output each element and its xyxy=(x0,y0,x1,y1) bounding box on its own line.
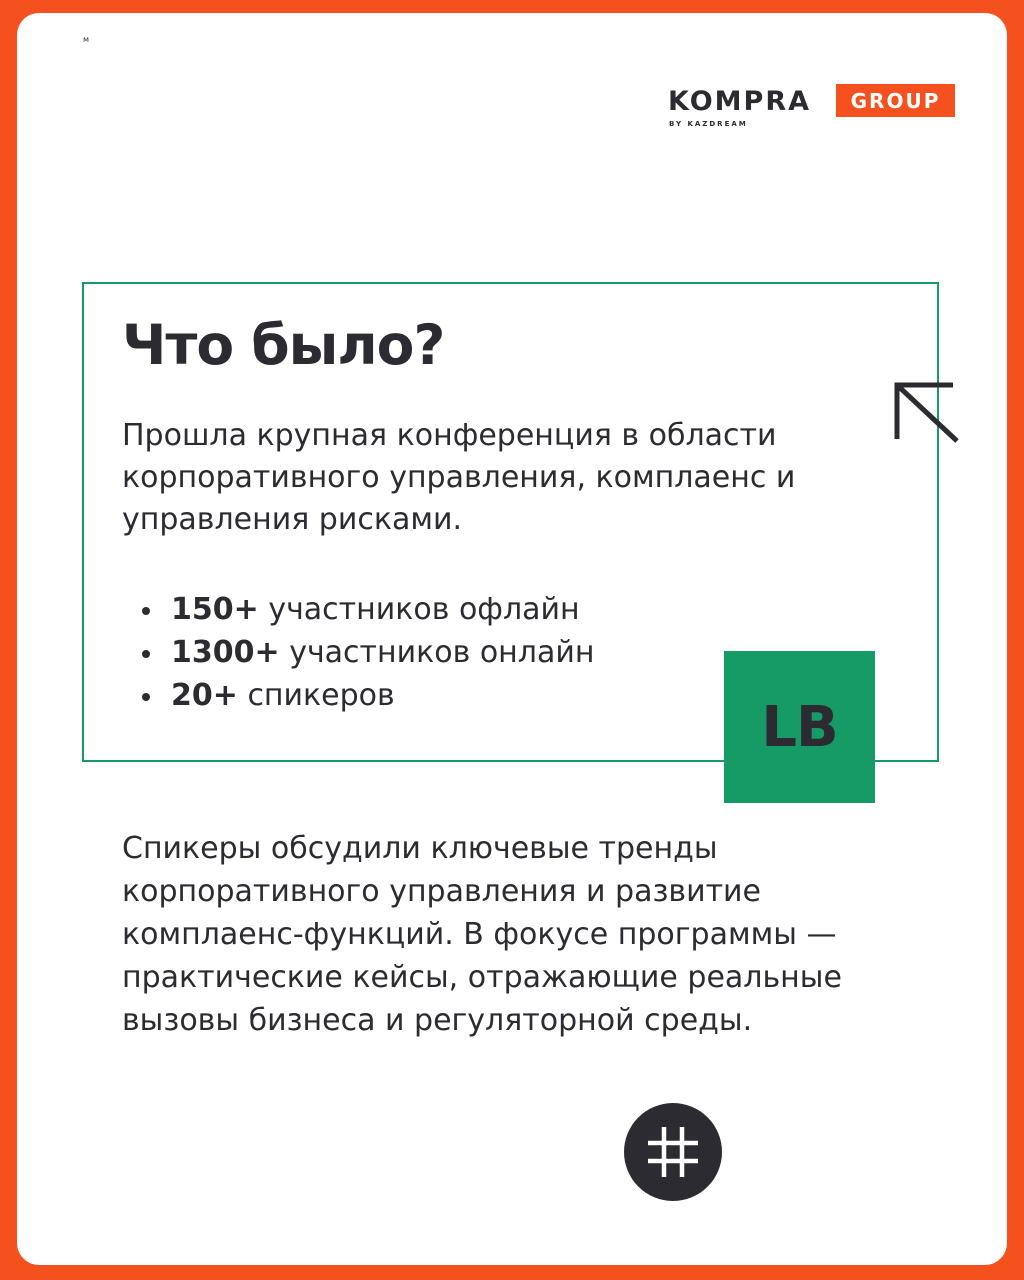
hashtag-button[interactable] xyxy=(624,1103,722,1201)
arrow-up-left-icon xyxy=(893,379,963,445)
stat-label: спикеров xyxy=(247,678,395,713)
logo-wordmark: KOMPRA xyxy=(668,86,812,117)
stats-list xyxy=(142,588,594,717)
hashtag-icon xyxy=(644,1123,702,1181)
stat-value: 150+ xyxy=(171,592,259,627)
stat-label: участников офлайн xyxy=(268,592,580,627)
stat-item xyxy=(142,631,594,674)
stat-item xyxy=(142,674,594,717)
summary-text: Спикеры обсудили ключевые тренды корпоративного управления и развитие комплаенс-функций. В фокусе программы — практические кейсы, отражающие реальные вызовы бизнеса и регуляторной среды. xyxy=(122,831,842,1038)
stat-item xyxy=(142,588,594,631)
logo-badge: GROUP xyxy=(836,84,955,117)
kompra-logo xyxy=(668,83,958,131)
lb-badge: LB xyxy=(724,651,875,803)
stat-value: 1300+ xyxy=(171,635,280,670)
intro-text: Прошла крупная конференция в области корпоративного управления, комплаенс и управления рисками. xyxy=(122,418,796,537)
page-title: Что было? xyxy=(122,313,445,377)
corner-mark: м xyxy=(83,35,90,44)
logo-tagline: BY KAZDREAM xyxy=(669,120,748,128)
stat-value: 20+ xyxy=(171,678,238,713)
stat-label: участников онлайн xyxy=(289,635,595,670)
slide-card xyxy=(17,13,1007,1265)
